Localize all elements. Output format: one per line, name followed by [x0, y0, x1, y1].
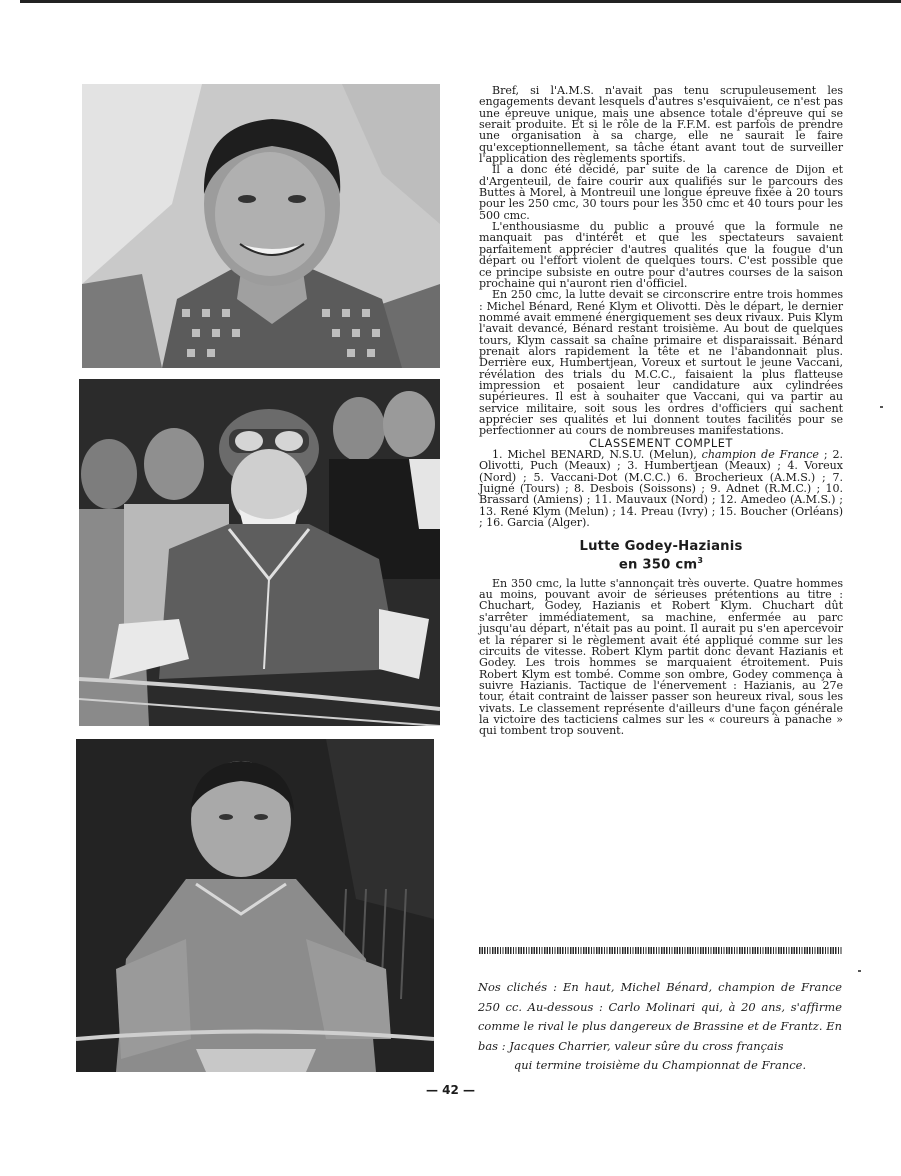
article-column [479, 85, 843, 737]
margin-mark [858, 970, 861, 972]
classement-text-c: ; 2. Olivotti, Puch (Meaux) ; 3. Humbertjean (Meaux) ; 4. Voreux (Nord) ; 5. Vaccani-Dot (M.C.C.) 6. Brocherieux (A.M.S.) ; 7. Juigné (Tours) ; 8. Desbois (Soissons) ; 9. Adnet (R.M.C.) ; 10. Brassard (Amiens) ; 11. Mauvaux (Nord) ; 12. Amedeo (A.M.S.) ; 13. René Klym (Melun) ; 14. Preau (Ivry) ; 15. Boucher (Orléans) ; 16. Garcia (Alger). [479, 448, 843, 530]
classement-title-italic: champion de France [701, 448, 819, 461]
section-title-sup: 3 [697, 556, 704, 566]
rider-crowd-illustration [79, 379, 440, 726]
ornamental-divider [479, 947, 843, 954]
classement-text-a: 1. Michel BENARD, N.S.U. (Melun), [492, 448, 702, 461]
section-title [479, 540, 843, 572]
caption-last-line: qui termine troisième du Championnat de France. [513, 1058, 807, 1072]
rider-portrait-illustration [76, 739, 434, 1072]
photo-carlo-molinari [79, 379, 440, 726]
photo-jacques-charrier [76, 739, 434, 1072]
section-title-line2-text: en 350 cm [618, 557, 698, 573]
article-paragraph-5: En 350 cmc, la lutte s'annonçait très ouverte. Quatre hommes au moins, pouvant avoir de sérieuses prétentions au titre : Chuchart, Godey, Hazianis et Robert Klym. Chuchart dût s'arrêter immédiatement, sa machine, enfermée au parc jusqu'au départ, n'était pas au point. Il aurait pu s'en apercevoir et la réparer si le règlement avait été appliqué comme sur les circuits de vitesse. Robert Klym partit donc devant Hazianis et Godey. Les trois hommes se marquaient étroitement. Puis Robert Klym est tombé. Comme son ombre, Godey commença à suivre Hazianis. Tactique de l'énervement : Hazianis, au 27e tour, était contraint de laisser passer son heureux rival, sous les vivats. Le classement représente d'ailleurs d'une façon générale la victoire des tacticiens calmes sur les « coureurs à panache » qui tombent trop souvent. [479, 576, 843, 738]
section-title-line2 [479, 554, 843, 572]
page-number: — 42 — [425, 1083, 476, 1097]
photo-michel-benard [82, 84, 440, 368]
article-paragraph-4: En 250 cmc, la lutte devait se circonscrire entre trois hommes : Michel Bénard, René Klym et Olivotti. Dès le départ, le dernier nommé avait emmené énergiquement ses deux rivaux. Puis Klym l'avait devancé, Bénard restant troisième. Au bout de quelques tours, Klym cassait sa chaîne primaire et disparaissait. Bénard prenait alors rapidement la tête et ne l'abandonnait plus. Derrière eux, Humbertjean, Voreux et surtout le jeune Vaccani, révélation des trials du M.C.C., faisaient la plus flatteuse impression et posaient leur candidature aux cylindrées supérieures. Il est à souhaiter que Vaccani, qui va partir au service militaire, soit sous les ordres d'officiers qui sachent apprécier ses qualités et lui donnent toutes facilités pour se perfectionner au cours de nombreuses manifestations. [479, 288, 843, 438]
portrait-illustration [82, 84, 440, 368]
article-paragraph-1: Bref, si l'A.M.S. n'avait pas tenu scrupuleusement les engagements devant lesquels d'autres s'esquivaient, ce n'est pas une épreuve unique, mais une absence totale d'épreuve qui se serait produite. Et si le rôle de la F.F.M. est parfois de prendre une organisation à sa charge, elle ne saurait le faire qu'exceptionnellement, sa tâche étant avant tout de surveiller l'application des règlements sportifs. [479, 84, 843, 166]
classement-heading: CLASSEMENT COMPLET [589, 436, 733, 450]
top-rule [20, 0, 901, 3]
caption-text: Nos clichés : En haut, Michel Bénard, champion de France 250 cc. Au-dessous : Carlo Molinari qui, à 20 ans, s'affirme comme le rival le plus dangereux de Brassine et de Frantz. En bas : Jacques Charrier, valeur sûre du cross français [478, 980, 842, 1053]
section-title-line1: Lutte Godey-Hazianis [579, 539, 743, 555]
classement-list [479, 449, 843, 528]
photo-caption [478, 978, 842, 1076]
margin-mark [880, 406, 883, 408]
article-paragraph-3: L'enthousiasme du public a prouvé que la formule ne manquait pas d'intérêt et que les spectateurs savaient parfaitement apprécier d'autres qualités que la fougue d'un départ ou l'effort violent de quelques tours. C'est possible que ce principe subsiste en outre pour d'autres courses de la saison prochaine qui n'auront rien d'officiel. [479, 220, 843, 290]
article-paragraph-2: Il a donc été décidé, par suite de la carence de Dijon et d'Argenteuil, de faire courir aux qualifiés sur le parcours des Buttes à Morel, à Montreuil une longue épreuve fixée à 20 tours pour les 250 cmc, 30 tours pour les 350 cmc et 40 tours pour les 500 cmc. [479, 163, 843, 222]
